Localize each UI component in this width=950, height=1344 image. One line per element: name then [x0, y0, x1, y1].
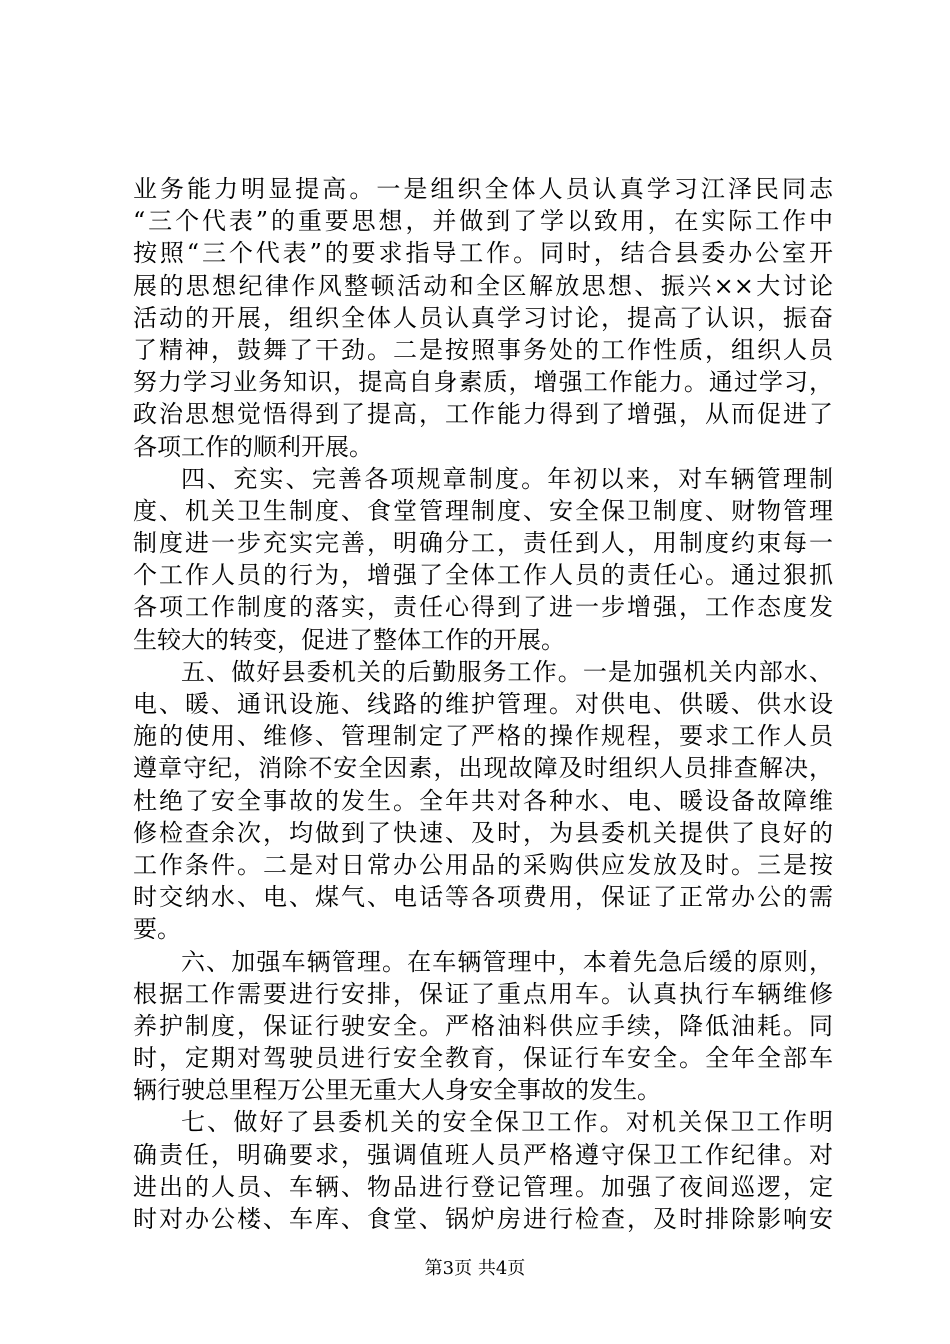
- text-line: 施的使用、维修、管理制定了严格的操作规程，要求工作人员: [133, 722, 833, 751]
- text-line: 展的思想纪律作风整顿活动和全区解放思想、振兴××大讨论: [133, 271, 833, 300]
- paragraph: [133, 173, 833, 463]
- page-footer: 第3页 共4页: [424, 1258, 526, 1279]
- text-line: 时，定期对驾驶员进行安全教育，保证行车安全。全年全部车: [133, 1044, 833, 1073]
- text-line: 努力学习业务知识，提高自身素质，增强工作能力。通过学习，: [133, 368, 833, 397]
- text-line: 确责任，明确要求，强调值班人员严格遵守保卫工作纪律。对: [133, 1140, 833, 1169]
- text-line: 遵章守纪，消除不安全因素，出现故障及时组织人员排查解决，: [133, 754, 833, 783]
- text-line: 制度进一步充实完善，明确分工，责任到人，用制度约束每一: [133, 529, 833, 558]
- paragraph: [133, 1106, 833, 1235]
- text-line: 工作条件。二是对日常办公用品的采购供应发放及时。三是按: [133, 850, 833, 879]
- text-line: 个工作人员的行为，增强了全体工作人员的责任心。通过狠抓: [133, 561, 833, 590]
- text-line: 修检查余次，均做到了快速、及时，为县委机关提供了良好的: [133, 818, 833, 847]
- text-line: 电、暖、通讯设施、线路的维护管理。对供电、供暖、供水设: [133, 690, 833, 718]
- text-line: 活动的开展，组织全体人员认真学习讨论，提高了认识，振奋: [133, 303, 833, 332]
- text-line: 进出的人员、车辆、物品进行登记管理。加强了夜间巡逻，定: [133, 1172, 833, 1201]
- paragraph: [133, 656, 833, 946]
- text-line: 四、充实、完善各项规章制度。年初以来，对车辆管理制: [181, 464, 833, 493]
- paragraph: [133, 946, 833, 1107]
- text-line: 各项工作的顺利开展。: [133, 432, 373, 461]
- text-line: 业务能力明显提高。一是组织全体人员认真学习江泽民同志: [133, 175, 833, 203]
- text-line: 七、做好了县委机关的安全保卫工作。对机关保卫工作明: [181, 1108, 833, 1137]
- text-line: 五、做好县委机关的后勤服务工作。一是加强机关内部水、: [181, 657, 833, 686]
- text-line: 养护制度，保证行驶安全。严格油料供应手续，降低油耗。同: [133, 1011, 833, 1040]
- text-line: 杜绝了安全事故的发生。全年共对各种水、电、暖设备故障维: [133, 786, 833, 815]
- text-line: “三个代表”的重要思想，并做到了学以致用，在实际工作中: [133, 207, 833, 236]
- text-line: 生较大的转变，促进了整体工作的开展。: [133, 625, 565, 654]
- body-text: [133, 173, 833, 1235]
- text-line: 要。: [133, 915, 181, 944]
- text-line: 政治思想觉悟得到了提高，工作能力得到了增强，从而促进了: [133, 400, 833, 429]
- text-line: 度、机关卫生制度、食堂管理制度、安全保卫制度、财物管理: [133, 496, 833, 525]
- text-line: 六、加强车辆管理。在车辆管理中，本着先急后缓的原则，: [181, 947, 833, 976]
- text-line: 辆行驶总里程万公里无重大人身安全事故的发生。: [133, 1076, 661, 1105]
- text-line: 时对办公楼、车库、食堂、锅炉房进行检查，及时排除影响安: [133, 1205, 833, 1233]
- text-line: 时交纳水、电、煤气、电话等各项费用，保证了正常办公的需: [133, 883, 833, 912]
- text-line: 根据工作需要进行安排，保证了重点用车。认真执行车辆维修: [133, 979, 833, 1008]
- paragraph: [133, 463, 833, 656]
- text-line: 了精神，鼓舞了干劲。二是按照事务处的工作性质，组织人员: [133, 335, 833, 364]
- text-line: 各项工作制度的落实，责任心得到了进一步增强，工作态度发: [133, 593, 833, 622]
- text-line: 按照“三个代表”的要求指导工作。同时，结合县委办公室开: [133, 239, 833, 268]
